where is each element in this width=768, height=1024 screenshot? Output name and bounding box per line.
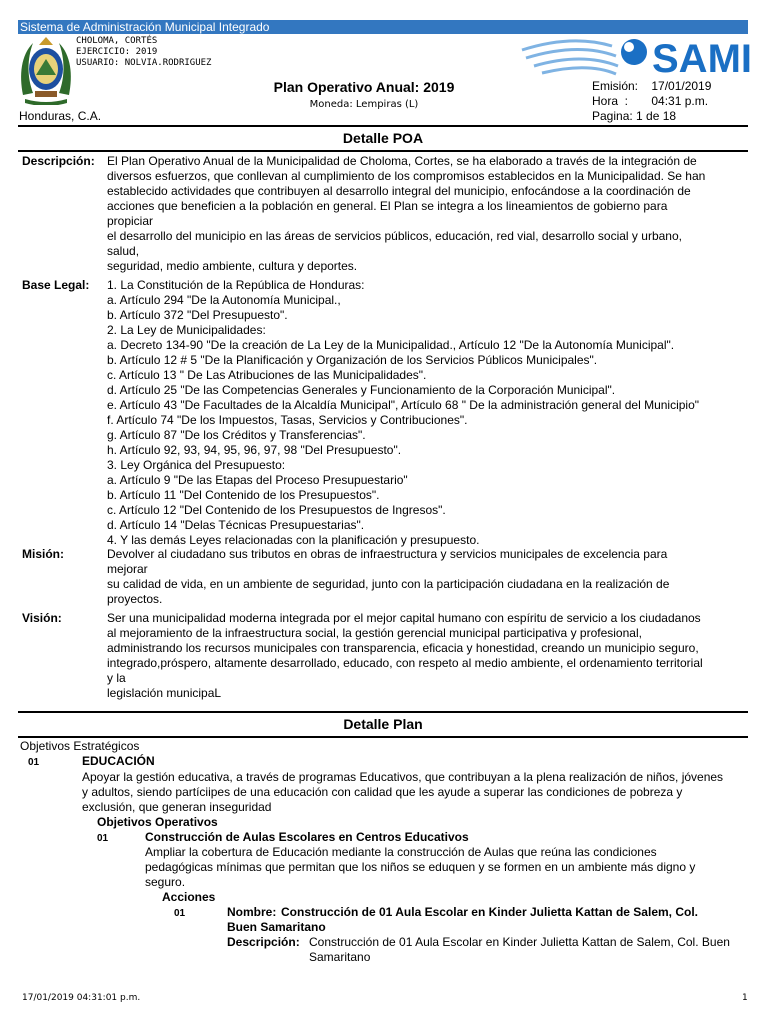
strategic-objectives-label: Objetivos Estratégicos bbox=[20, 739, 140, 753]
strategic-description: Apoyar la gestión educativa, a través de programas Educativos, que contribuyan a la plena realización de niños, jóvenes y adultos, siendo partíciipes de una educación con calidad que les ayude a superar las condiciones de pobreza y exclusión, que generan inseguridad bbox=[82, 770, 724, 814]
divider bbox=[18, 125, 748, 127]
emission-date: Emisión: 17/01/2019 bbox=[592, 79, 712, 93]
user-name: USUARIO: NOLVIA.RODRIGUEZ bbox=[76, 58, 212, 68]
action-number: 01 bbox=[174, 908, 186, 919]
section-title-plan: Detalle Plan bbox=[343, 716, 423, 732]
mission-label: Misión: bbox=[22, 547, 64, 561]
legal-text: 1. La Constitución de la República de Honduras: a. Artículo 294 "De la Autonomía Municipal., b. Artículo 372 "Del Presupuesto". 2. La Ley de Municipalidades: a. Decreto 134-90 "De la creación de La Ley de la Municipalidad., Artículo 12 "De la Autonomía Municipal". b. Artículo 12 # 5 "De la Planificación y Organización de los Servicios Públicos Municipales". c. Artículo 13 " De Las Atribuciones de las Municipalidades". d. Artículo 25 "De las Competencias Generales y Funcionamiento de la Corporación Municipal". e. Artículo 43 "De Facultades de la Alcaldía Municipal", Artículo 68 " De la administración general del Municipio" f. Artículo 74 "De los Impuestos, Tasas, Servicios y Contribuciones". g. Artículo 87 "De los Créditos y Transferencias". h. Artículo 92, 93, 94, 95, 96, 97, 98 "Del Presupuesto". 3. Ley Orgánica del Presupuesto: a. Artículo 9 "De las Etapas del Proceso Presupuestario" b. Artículo 11 "Del Contenido de los Presupuestos". c. Artículo 12 "Del Contenido de los Presupuestos de Ingresos". d. Artículo 14 "Delas Técnicas Presupuestarias". 4. Y las demás Leyes relacionadas con la planificación y presupuesto. bbox=[107, 278, 700, 547]
mission-field bbox=[22, 547, 752, 607]
logo-text: SAMI bbox=[652, 37, 752, 78]
description-text: El Plan Operativo Anual de la Municipalidad de Choloma, Cortes, se ha elaborado a través de la integración de diversos esfuerzos, que conllevan al cumplimiento de los compromisos establecidos en la Municipalidad. Se han establecido actividades que contribuyen al desarrollo integral del municipio, enfocándose a la coordinación de acciones que beneficien a la población en general. El Plan se integra a los lineamientos de gobierno para propiciar el desarrollo del municipio en las áreas de servicios públicos, educación, red vial, desarrollo social y urbano, salud, seguridad, medio ambiente, cultura y deportes. bbox=[107, 154, 706, 273]
operational-description: Ampliar la cobertura de Educación mediante la construcción de Aulas que reúna las condiciones pedagógicas mínimas que permitan que los niños se eduquen y se formen en un ambiente más digno y seguro. bbox=[145, 845, 696, 889]
divider bbox=[18, 736, 748, 738]
operational-name: Construcción de Aulas Escolares en Centros Educativos bbox=[145, 830, 469, 844]
operational-objectives-label: Objetivos Operativos bbox=[97, 815, 218, 829]
actions-label: Acciones bbox=[162, 890, 216, 904]
action-description: Construcción de 01 Aula Escolar en Kinder Julietta Kattan de Salem, Col. Buen Samaritano bbox=[309, 935, 730, 964]
municipality-name: CHOLOMA, CORTÉS bbox=[76, 36, 158, 46]
sami-logo bbox=[512, 28, 752, 78]
footer-timestamp: 17/01/2019 04:31:01 p.m. bbox=[22, 993, 141, 1003]
emission-time: Hora : 04:31 p.m. bbox=[592, 94, 709, 108]
action-description-label: Descripción: bbox=[227, 935, 300, 949]
system-name: Sistema de Administración Municipal Integrado bbox=[20, 20, 270, 34]
mission-text: Devolver al ciudadano sus tributos en obras de infraestructura y servicios municipales de excelencia para mejorar su calidad de vida, en un ambiente de seguridad, junto con la participación ciudadana en la realización de proyectos. bbox=[107, 547, 670, 606]
description-label: Descripción: bbox=[22, 154, 95, 168]
municipality-info bbox=[76, 36, 211, 69]
page-title: Plan Operativo Anual: 2019 bbox=[273, 79, 455, 95]
action-name: Construcción de 01 Aula Escolar en Kinder Julietta Kattan de Salem, Col. Buen Samaritano bbox=[227, 905, 698, 934]
fiscal-year: EJERCICIO: 2019 bbox=[76, 47, 158, 57]
section-title-poa: Detalle POA bbox=[342, 130, 424, 146]
divider bbox=[18, 150, 748, 152]
currency-label: Moneda: Lempiras (L) bbox=[309, 99, 419, 110]
operational-number: 01 bbox=[97, 833, 109, 844]
report-meta bbox=[592, 79, 711, 124]
strategic-name: EDUCACIÓN bbox=[82, 754, 155, 768]
vision-label: Visión: bbox=[22, 611, 62, 625]
legal-field bbox=[22, 278, 752, 548]
vision-field bbox=[22, 611, 752, 701]
action-name-label: Nombre: bbox=[227, 905, 277, 919]
vision-text: Ser una municipalidad moderna integrada por el mejor capital humano con espíritu de servicio a los ciudadanos al mejoramiento de la infraestructura social, la gestión gerencial municipal participativa y profesional, administrando los recursos municipales con transparencia, eficacia y honestidad, creando un municipio seguro, integrado,próspero, altamente desarrollado, educado, con respeto al medio ambiente, el ordenamiento territorial y la legislación municipaL bbox=[107, 611, 703, 700]
footer-page-number: 1 bbox=[742, 993, 748, 1003]
description-field bbox=[22, 154, 752, 274]
legal-label: Base Legal: bbox=[22, 278, 90, 292]
divider bbox=[18, 711, 748, 713]
page-indicator: Pagina: 1 de 18 bbox=[592, 109, 677, 123]
country-label: Honduras, C.A. bbox=[19, 109, 102, 123]
strategic-number: 01 bbox=[28, 757, 40, 768]
